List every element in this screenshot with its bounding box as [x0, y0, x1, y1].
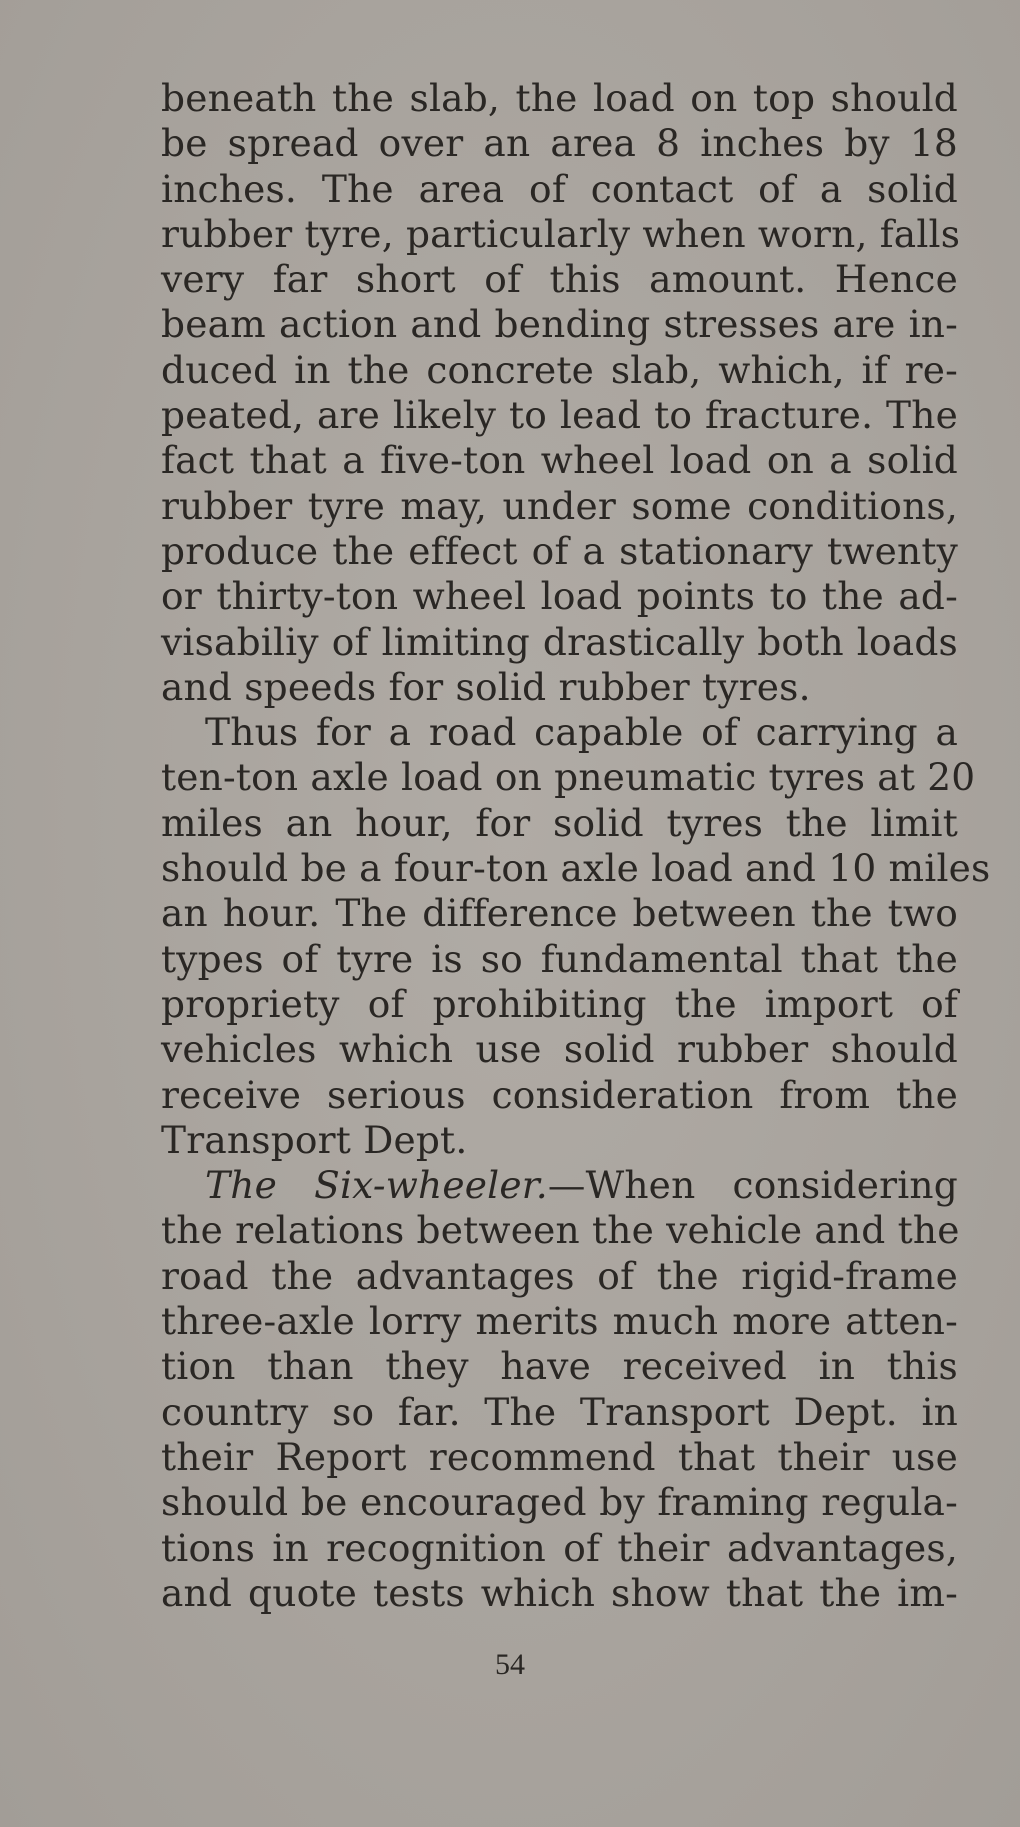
text-line: peated, are likely to lead to fracture. The	[161, 393, 958, 438]
paragraph	[161, 1163, 958, 1616]
text-line	[161, 1163, 958, 1208]
text-line-continuation: —When considering	[547, 1163, 958, 1208]
text-line: their Report recommend that their use	[161, 1434, 958, 1479]
text-line: visabiliy of limiting drastically both loads	[161, 619, 958, 664]
text-line: and quote tests which show that the im-	[161, 1570, 958, 1615]
text-line: propriety of prohibiting the import of	[161, 981, 958, 1026]
text-line: road the advantages of the rigid-frame	[161, 1253, 958, 1298]
text-line: ten-ton axle load on pneumatic tyres at 20	[161, 755, 976, 800]
text-line: Transport Dept.	[161, 1117, 468, 1162]
text-line: tions in recognition of their advantages,	[161, 1525, 958, 1570]
text-line: should be a four-ton axle load and 10 miles	[161, 846, 991, 891]
text-line: three-axle lorry merits much more atten-	[161, 1299, 958, 1344]
text-line: duced in the concrete slab, which, if re-	[161, 347, 958, 392]
text-line: types of tyre is so fundamental that the	[161, 936, 958, 981]
text-line: produce the effect of a stationary twenty	[161, 528, 958, 573]
text-line: rubber tyre may, under some conditions,	[161, 483, 958, 528]
text-line: rubber tyre, particularly when worn, falls	[161, 211, 961, 256]
text-line: vehicles which use solid rubber should	[161, 1027, 958, 1072]
text-line: be spread over an area 8 inches by 18	[161, 121, 958, 166]
text-line: inches. The area of contact of a solid	[161, 166, 958, 211]
text-line: tion than they have received in this	[161, 1344, 958, 1389]
page-text	[161, 76, 991, 1616]
text-line: beneath the slab, the load on top should	[161, 76, 958, 120]
section-heading: The Six-wheeler.	[205, 1163, 548, 1208]
text-line: Thus for a road capable of carrying a	[205, 710, 958, 755]
paragraph	[161, 76, 961, 710]
page-number: 54	[495, 1648, 525, 1681]
text-line: and speeds for solid rubber tyres.	[161, 664, 811, 709]
text-line: beam action and bending stresses are in-	[161, 302, 958, 347]
text-line: very far short of this amount. Hence	[161, 257, 958, 302]
text-line: should be encouraged by framing regula-	[161, 1480, 958, 1525]
text-line: an hour. The difference between the two	[161, 891, 958, 936]
text-line: fact that a five-ton wheel load on a solid	[161, 438, 958, 483]
text-line: receive serious consideration from the	[161, 1072, 958, 1117]
paragraph	[161, 710, 991, 1163]
text-line: miles an hour, for solid tyres the limit	[161, 800, 958, 845]
text-line: or thirty-ton wheel load points to the ad-	[161, 574, 958, 619]
text-line: country so far. The Transport Dept. in	[161, 1389, 958, 1434]
text-line: the relations between the vehicle and the	[161, 1208, 960, 1253]
